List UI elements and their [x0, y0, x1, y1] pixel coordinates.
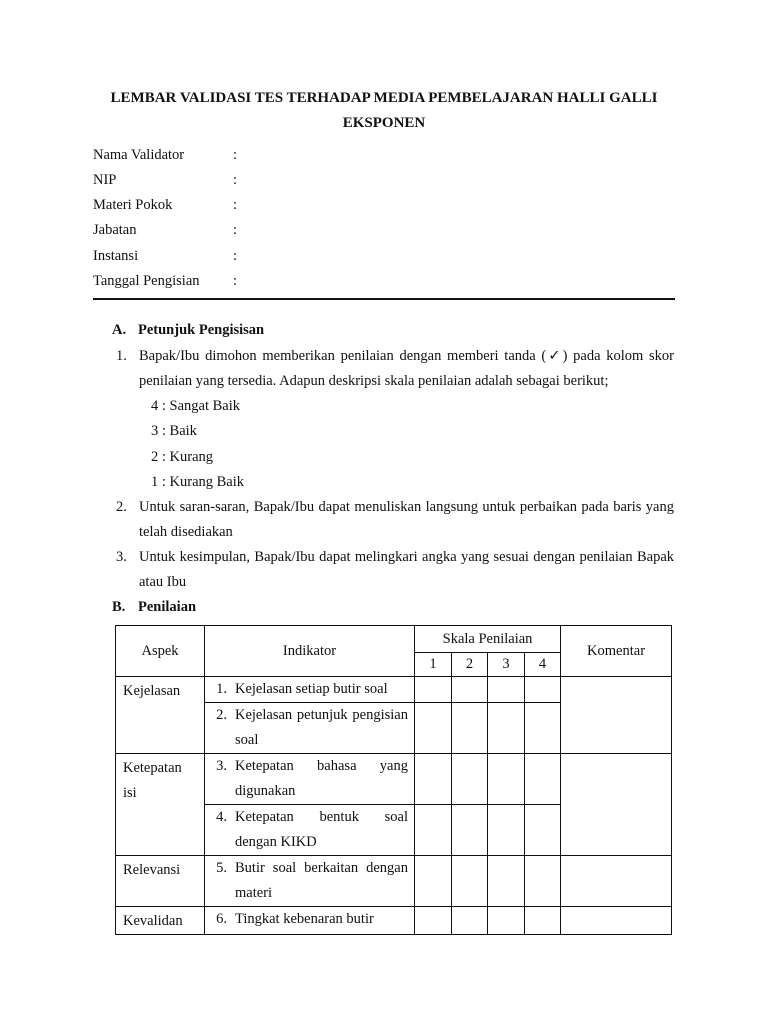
section-letter: A. — [112, 322, 127, 338]
info-colon: : — [233, 197, 238, 213]
table-row — [116, 754, 672, 805]
header-divider — [93, 298, 675, 300]
scale-header-3: 3 — [488, 653, 525, 677]
info-colon: : — [233, 222, 238, 238]
table-row — [116, 856, 672, 907]
header-comment: Komentar — [561, 626, 672, 677]
score-cell-3[interactable] — [488, 703, 525, 754]
instruction-number: 2. — [116, 499, 127, 515]
score-cell-3[interactable] — [488, 754, 525, 805]
score-cell-1[interactable] — [415, 677, 452, 703]
score-cell-4[interactable] — [525, 856, 561, 907]
info-label: Materi Pokok — [93, 197, 173, 213]
assessment-table — [115, 625, 672, 935]
scale-header-1: 1 — [415, 653, 452, 677]
info-label: Instansi — [93, 248, 139, 264]
comment-cell[interactable] — [561, 754, 672, 856]
instruction-text: Bapak/Ibu dimohon memberikan penilaian dengan memberi tanda (✓) pada kolom skor penilaian yang tersedia. Adapun deskripsi skala penilaian adalah sebagai berikut; — [139, 348, 674, 390]
score-cell-1[interactable] — [415, 703, 452, 754]
score-cell-4[interactable] — [525, 677, 561, 703]
scale-item: 4 : Sangat Baik — [151, 398, 241, 414]
info-label: Tanggal Pengisian — [93, 273, 200, 289]
indicator-text: Kejelasan setiap butir soal — [235, 681, 388, 697]
scale-item: 2 : Kurang — [151, 449, 214, 465]
comment-cell[interactable] — [561, 677, 672, 754]
instruction-number: 1. — [116, 348, 127, 364]
score-cell-2[interactable] — [452, 677, 488, 703]
indicator-cell — [205, 907, 415, 935]
comment-cell[interactable] — [561, 856, 672, 907]
score-cell-1[interactable] — [415, 856, 452, 907]
aspect-cell: Kejelasan — [116, 677, 205, 754]
info-colon: : — [233, 147, 238, 163]
indicator-text: Ketepatan bentuk soal dengan KIKD — [235, 809, 408, 850]
indicator-text: Kejelasan petunjuk pengisian soal — [235, 707, 408, 748]
score-cell-2[interactable] — [452, 805, 488, 856]
scale-header-4: 4 — [525, 653, 561, 677]
aspect-cell: Relevansi — [116, 856, 205, 907]
score-cell-2[interactable] — [452, 754, 488, 805]
scale-item: 3 : Baik — [151, 423, 197, 439]
score-cell-3[interactable] — [488, 856, 525, 907]
score-cell-3[interactable] — [488, 677, 525, 703]
info-colon: : — [233, 248, 238, 264]
comment-cell[interactable] — [561, 907, 672, 935]
title-line-1: LEMBAR VALIDASI TES TERHADAP MEDIA PEMBELAJARAN HALLI GALLI — [110, 90, 658, 106]
indicator-text: Butir soal berkaitan dengan materi — [235, 860, 408, 901]
header-scale: Skala Penilaian — [415, 626, 561, 653]
scale-header-2: 2 — [452, 653, 488, 677]
table-header-row — [116, 626, 672, 653]
aspect-cell: Kevalidan — [116, 907, 205, 935]
indicator-number: 3. — [216, 758, 227, 774]
indicator-number: 6. — [216, 911, 227, 927]
section-letter: B. — [112, 599, 126, 615]
info-colon: : — [233, 172, 238, 188]
instruction-text: Untuk kesimpulan, Bapak/Ibu dapat melingkari angka yang sesuai dengan penilaian Bapak atau Ibu — [139, 549, 674, 591]
header-indicator: Indikator — [205, 626, 415, 677]
aspect-cell: Ketepatan isi — [116, 754, 205, 856]
score-cell-1[interactable] — [415, 754, 452, 805]
document-title — [80, 86, 688, 136]
score-cell-1[interactable] — [415, 907, 452, 935]
section-title: Petunjuk Pengisisan — [138, 322, 265, 338]
indicator-cell — [205, 754, 415, 805]
indicator-number: 2. — [216, 707, 227, 723]
indicator-cell — [205, 703, 415, 754]
indicator-cell — [205, 805, 415, 856]
score-cell-4[interactable] — [525, 703, 561, 754]
score-cell-3[interactable] — [488, 805, 525, 856]
indicator-number: 5. — [216, 860, 227, 876]
score-cell-2[interactable] — [452, 907, 488, 935]
instruction-number: 3. — [116, 549, 127, 565]
indicator-cell — [205, 677, 415, 703]
info-label: Nama Validator — [93, 147, 185, 163]
scale-item: 1 : Kurang Baik — [151, 474, 245, 490]
indicator-text: Ketepatan bahasa yang digunakan — [235, 758, 408, 799]
info-label: Jabatan — [93, 222, 137, 238]
title-line-2: EKSPONEN — [342, 115, 426, 131]
header-aspect: Aspek — [116, 626, 205, 677]
score-cell-4[interactable] — [525, 805, 561, 856]
score-cell-3[interactable] — [488, 907, 525, 935]
score-cell-1[interactable] — [415, 805, 452, 856]
score-cell-2[interactable] — [452, 703, 488, 754]
score-cell-4[interactable] — [525, 754, 561, 805]
indicator-number: 1. — [216, 681, 227, 697]
info-colon: : — [233, 273, 238, 289]
table-row — [116, 677, 672, 703]
score-cell-4[interactable] — [525, 907, 561, 935]
section-title: Penilaian — [138, 599, 197, 615]
score-cell-2[interactable] — [452, 856, 488, 907]
instruction-text: Untuk saran-saran, Bapak/Ibu dapat menuliskan langsung untuk perbaikan pada baris yang telah disediakan — [139, 499, 674, 541]
indicator-number: 4. — [216, 809, 227, 825]
indicator-text: Tingkat kebenaran butir — [235, 911, 374, 927]
indicator-cell — [205, 856, 415, 907]
table-row — [116, 907, 672, 935]
info-label: NIP — [93, 172, 117, 188]
